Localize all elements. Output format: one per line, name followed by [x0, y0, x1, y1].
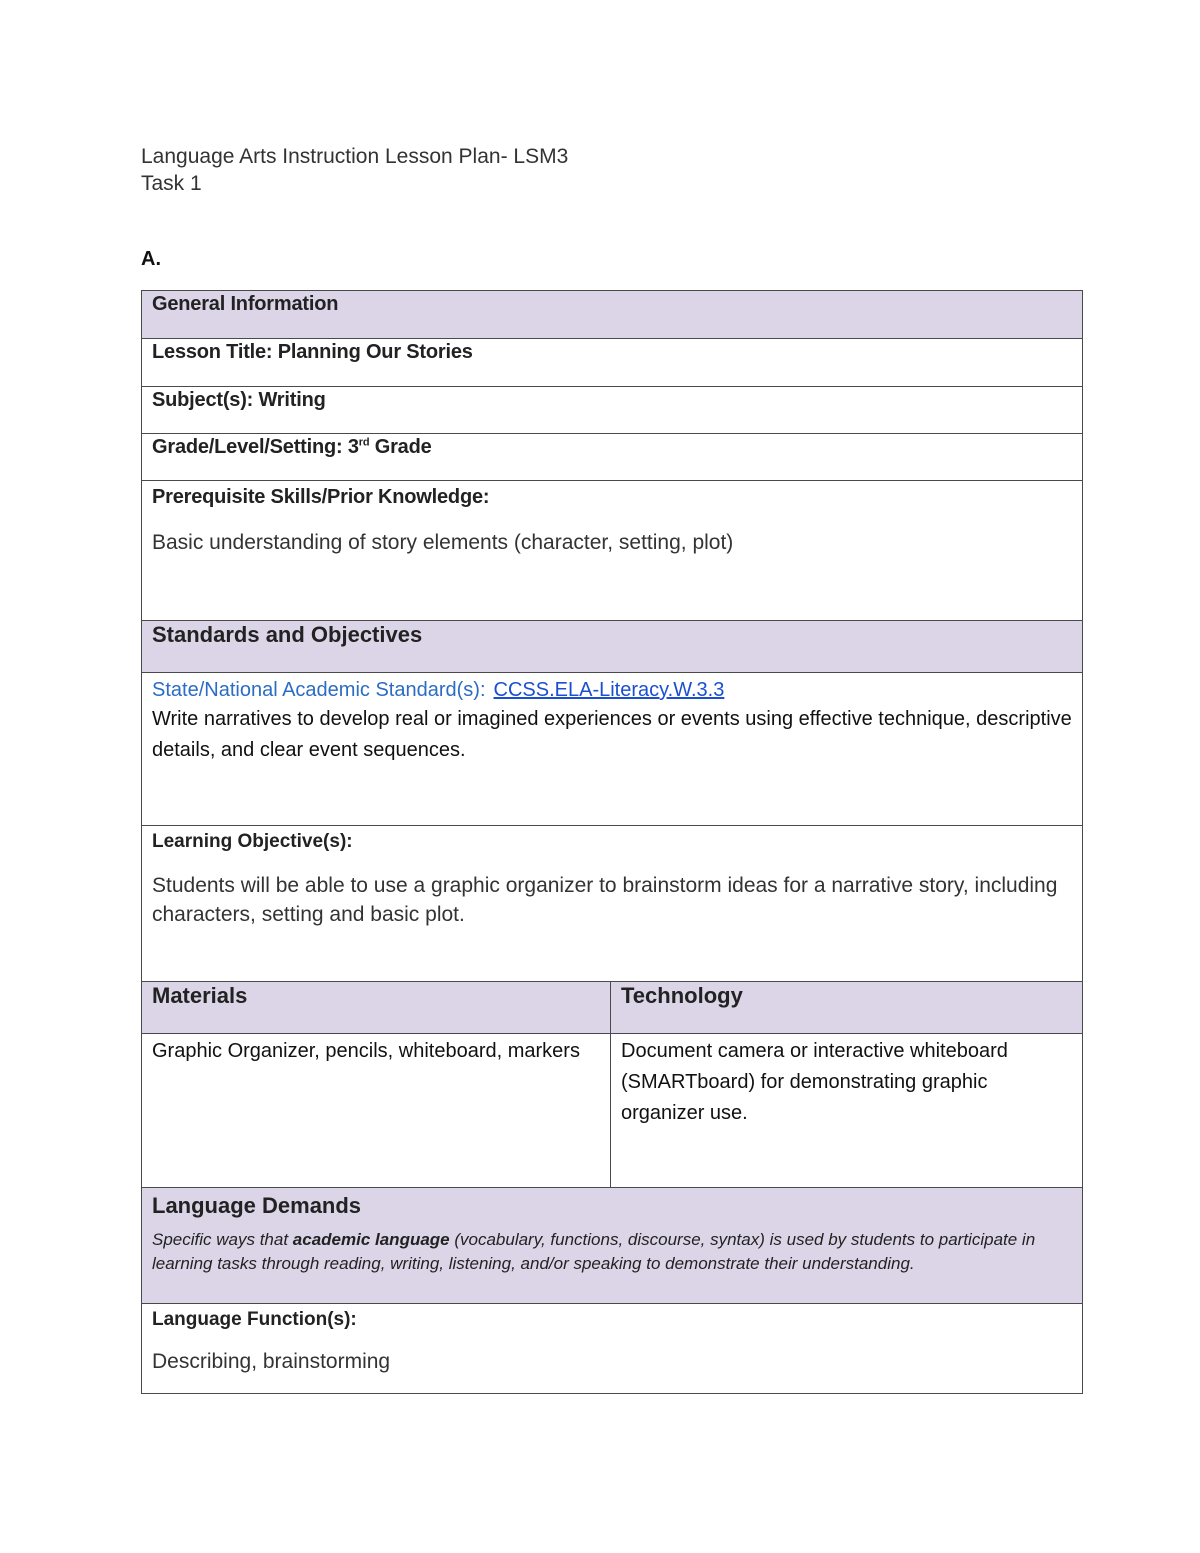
- technology-header: Technology: [611, 982, 1083, 1034]
- grade-suffix: Grade: [369, 436, 432, 458]
- materials-header: Materials: [142, 982, 611, 1034]
- language-demands-cell: [142, 1188, 1083, 1304]
- document-title-line1: Language Arts Instruction Lesson Plan- LSM3: [141, 145, 569, 168]
- grade-level: [142, 434, 1083, 481]
- language-demands-note: [152, 1228, 1072, 1276]
- document-title-line2: Task 1: [141, 172, 202, 195]
- section-letter: A.: [141, 248, 161, 270]
- objective-row: [142, 826, 1083, 982]
- grade-row: [142, 434, 1083, 481]
- prereq-row: [142, 481, 1083, 621]
- general-info-header-row: [142, 291, 1083, 339]
- subjects-row: [142, 387, 1083, 434]
- prereq-cell: [142, 481, 1083, 621]
- prereq-text: Basic understanding of story elements (character, setting, plot): [152, 531, 734, 554]
- materials-text: Graphic Organizer, pencils, whiteboard, markers: [142, 1034, 611, 1188]
- grade-prefix: Grade/Level/Setting: 3: [152, 436, 359, 458]
- language-function-cell: [142, 1304, 1083, 1394]
- standard-cell: [142, 673, 1083, 826]
- note-before: Specific ways that: [152, 1230, 293, 1249]
- lesson-title: Lesson Title: Planning Our Stories: [142, 339, 1083, 387]
- subjects: Subject(s): Writing: [142, 387, 1083, 434]
- standard-label: State/National Academic Standard(s):: [152, 679, 486, 701]
- technology-text: Document camera or interactive whiteboard (SMARTboard) for demonstrating graphic organizer use.: [611, 1034, 1083, 1188]
- language-demands-header-row: [142, 1188, 1083, 1304]
- objective-text: Students will be able to use a graphic organizer to brainstorm ideas for a narrative story, including characters, setting and basic plot.: [152, 874, 1058, 926]
- standards-header-row: [142, 621, 1083, 673]
- materials-tech-header-row: [142, 982, 1083, 1034]
- language-function-text: Describing, brainstorming: [152, 1350, 391, 1373]
- standard-label-line: [152, 676, 1072, 704]
- objective-cell: [142, 826, 1083, 982]
- standard-link[interactable]: CCSS.ELA-Literacy.W.3.3: [493, 679, 725, 701]
- lesson-plan-table: [141, 290, 1083, 1394]
- document-title: [141, 143, 568, 197]
- objective-label: Learning Objective(s):: [152, 831, 353, 852]
- language-function-row: [142, 1304, 1083, 1394]
- note-after: (vocabulary, functions, discourse, syntax) is used by students to participate in learning tasks through reading, writing, listening, and/or speaking to demonstrate their understanding.: [152, 1230, 1036, 1273]
- standard-text: Write narratives to develop real or imagined experiences or events using effective technique, descriptive details, and clear event sequences.: [152, 708, 1072, 761]
- general-info-header: General Information: [142, 291, 1083, 339]
- standards-header: Standards and Objectives: [142, 621, 1083, 673]
- materials-tech-row: [142, 1034, 1083, 1188]
- standard-row: [142, 673, 1083, 826]
- language-function-label: Language Function(s):: [152, 1309, 357, 1330]
- grade-superscript: rd: [358, 436, 370, 449]
- language-demands-header: Language Demands: [152, 1193, 362, 1218]
- note-bold: academic language: [292, 1230, 450, 1249]
- lesson-title-row: [142, 339, 1083, 387]
- prereq-label: Prerequisite Skills/Prior Knowledge:: [152, 486, 490, 508]
